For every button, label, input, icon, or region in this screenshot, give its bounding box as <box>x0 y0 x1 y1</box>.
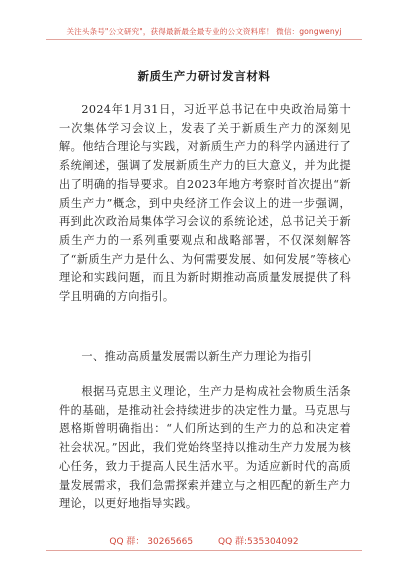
footer-qq-group-1: QQ 群： 30265665 <box>109 537 194 547</box>
header-banner: 关注头条号"公文研究"，获得最新最全最专业的公文资料库！ 微信：gongwenyj <box>66 27 342 36</box>
body-paragraph-1: 2024年1月31日，习近平总书记在中央政治局第十一次集体学习会议上，发表了关于新质生产力的深刻见解。他结合理论与实践，对新质生产力的科学内涵进行了系统阐述，强调了发展新质生产力的巨大意义，并为此提出了明确的指导要求。自2023年地方考察时首次提出“新质生产力”概念，到中央经济工作会议上的进一步强调，再到此次政治局集体学习会议的系统论述，总书记关于新质生产力的一系列重要观点和战略部署，不仅深刻解答了“新质生产力是什么、为何需要发展、如何发展”等核心理论和实践问题，而且为新时期推动高质量发展提供了科学且明确的方向指引。 <box>59 103 351 304</box>
footer-qq-group-2: QQ 群:535304092 <box>217 537 299 547</box>
document-title: 新质生产力研讨发言材料 <box>137 69 271 83</box>
body-paragraph-2: 根据马克思主义理论，生产力是构成社会物质生活条件的基础，是推动社会持续进步的决定性力量。马克思与恩格斯曾明确指出：“人们所达到的生产力的总和决定着社会状况。”因此，我们党始终坚持以推动生产力发展为核心任务，致力于提高人民生活水平。为适应新时代的高质量发展需求，我们急需探索并建立与之相匹配的新生产力理论，以更好地指导实践。 <box>59 385 351 511</box>
footer-divider <box>46 550 362 551</box>
footer-contacts <box>0 534 408 547</box>
section-heading-1: 一、推动高质量发展需以新生产力理论为指引 <box>81 350 313 363</box>
header-divider <box>46 39 362 40</box>
